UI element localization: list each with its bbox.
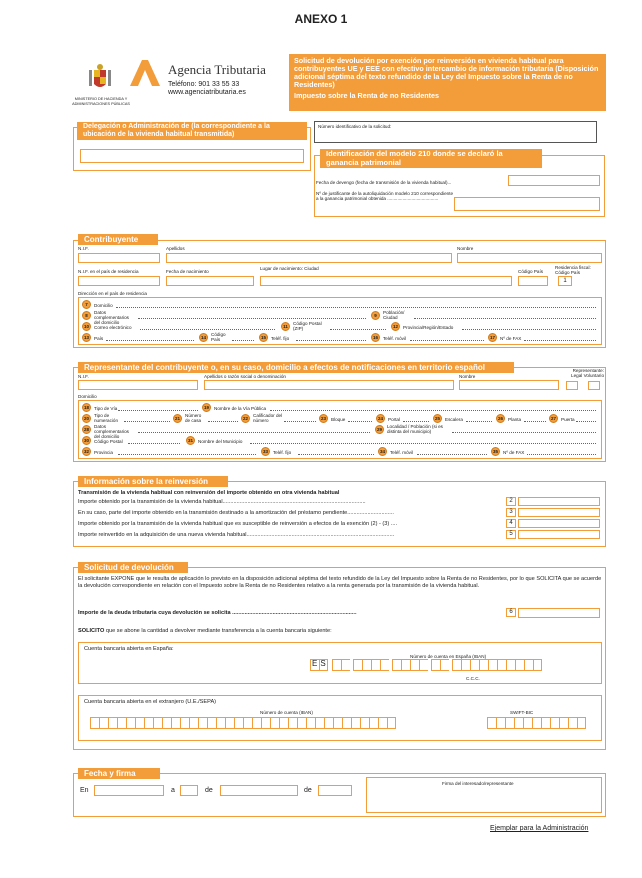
nombre-via-label: Nombre de la Vía Pública [214,406,267,411]
bloque-label: Bloque [331,417,346,422]
nombre-field[interactable] [457,253,602,263]
lugar-nacimiento-label: Lugar de nacimiento: Ciudad [260,266,319,271]
field-16-marker: 16 [372,335,378,340]
pais-field[interactable] [106,333,194,341]
contribuyente-title: Contribuyente [78,234,158,245]
datos-complementarios-field[interactable] [138,311,366,319]
iban-espana-label: Número de cuenta en España (IBAN) [410,654,487,659]
delegacion-title: Delegación o Administración de (la correspondiente a la ubicación de la vivienda habitual transmitida) [77,122,307,140]
iban-extranjero-field[interactable] [90,717,396,729]
puerta-label: Puerta [561,417,575,422]
bloque-field[interactable] [348,414,372,422]
field-8-marker: 8 [82,311,91,320]
fecha-nacimiento-label: Fecha de nacimiento [166,269,209,274]
firma-de2-label: de [304,787,312,794]
field-29-marker: 29 [376,427,382,432]
codigo-postal-field[interactable] [330,322,386,330]
swift-label: SWIFT-BIC [510,710,534,715]
rep-datos-complementarios-field[interactable] [138,425,370,433]
apellidos-label: Apellidos [166,246,185,251]
digit-cell[interactable] [371,659,380,671]
field-15-marker: 15 [260,335,266,340]
digit-cell[interactable] [431,659,440,671]
delegacion-field[interactable] [80,149,304,163]
codigo-pais-field[interactable] [518,276,548,286]
escalera-label: Escalera [445,417,463,422]
rep-provincia-label: Provincia [94,450,113,455]
rep-fax-field[interactable] [527,447,596,455]
digit-cell[interactable] [461,659,470,671]
rep-apellidos-field[interactable] [204,380,454,390]
field-11-marker: 11 [281,322,290,331]
tipo-via-label: Tipo de Vía [94,406,118,411]
digit-cell[interactable] [410,659,419,671]
digit-cell[interactable] [515,659,524,671]
firma-lugar-field[interactable] [94,785,164,796]
digit-cell[interactable] [126,717,135,729]
digit-cell[interactable] [225,717,234,729]
digit-cell[interactable] [333,717,342,729]
form-title-box [289,54,606,111]
digit-cell[interactable] [488,659,497,671]
field-26-marker: 26 [497,416,503,421]
codigo-pais2-field[interactable] [232,333,254,341]
digit-cell[interactable] [207,717,216,729]
line-3-number: 3 [506,508,516,517]
digit-cell[interactable] [577,717,586,729]
nif-residencia-label: N.I.F. en el país de residencia [78,269,139,274]
iban-extranjero-label: Número de cuenta (IBAN) [260,710,313,715]
digit-cell[interactable] [297,717,306,729]
justificante-field[interactable] [454,197,600,211]
line-4-field[interactable] [518,519,600,528]
ministry-name: MINISTERIO DE HACIENDA Y ADMINISTRACIONES PÚBLICAS [72,97,130,106]
digit-cell[interactable] [532,717,541,729]
tipo-numeracion-label: Tipo de numeración [94,413,119,423]
line-4-number: 4 [506,519,516,528]
firma-de1-label: de [205,787,213,794]
field-25-marker: 25 [434,416,440,421]
swift-field[interactable] [487,717,586,729]
calificador-label: Calificador del número [253,413,283,423]
planta-field[interactable] [524,414,546,422]
telefono-movil-label: Teléf. móvil [383,336,406,341]
municipio-field[interactable] [250,436,596,444]
puerta-field[interactable] [576,414,596,422]
firma-en-label: En [80,787,89,794]
firma-mes-field[interactable] [220,785,298,796]
correo-label: Correo electrónico [94,325,132,330]
digit-cell[interactable] [341,659,350,671]
rep-datos-complementarios-label: Datos complementarios del domicilio [94,424,129,439]
digit-cell[interactable] [496,717,505,729]
digit-cell[interactable] [144,717,153,729]
rep-voluntario-checkbox[interactable] [588,381,600,390]
digit-cell[interactable] [505,717,514,729]
rep-provincia-field[interactable] [118,447,256,455]
modelo210-title: Identificación del modelo 210 donde se declaró la ganancia patrimonial [320,149,542,168]
codigo-pais2-label: Código País [211,332,226,342]
digit-cell[interactable] [306,717,315,729]
apellidos-field[interactable] [166,253,452,263]
digit-cell[interactable] [369,717,378,729]
digit-cell[interactable] [342,717,351,729]
solicitud-id-label: Número identificativo de la solicitud: [318,124,392,129]
solicito-rest: que se abone la cantidad a devolver mediante transferencia a la cuenta bancaria siguiente: [104,628,332,634]
poblacion-label: Población/ Ciudad [383,310,405,320]
field-17-marker: 17 [489,335,495,340]
reinversion-title: Información sobre la reinversión [78,476,228,487]
digit-cell[interactable] [351,717,360,729]
rep-domicilio-label: Domicilio [78,394,97,399]
line-2-number: 2 [506,497,516,506]
iban-espana-field[interactable] [332,659,542,671]
importe-devolucion-number: 6 [506,608,516,617]
municipio-label: Nombre del Municipio [198,439,243,444]
calificador-field[interactable] [284,414,316,422]
digit-cell[interactable] [487,717,496,729]
planta-label: Planta [508,417,522,422]
cuenta-extranjero-label: Cuenta bancaria abierta en el extranjero (U.E./SEPA) [84,699,217,705]
telefono-fijo-field[interactable] [296,333,366,341]
digit-cell[interactable] [99,717,108,729]
field-34-marker: 34 [379,449,385,454]
firma-title: Fecha y firma [78,768,160,779]
digit-cell[interactable] [243,717,252,729]
digit-cell[interactable] [523,717,532,729]
rep-codigo-postal-label: Código Postal [94,439,123,444]
nombre-via-field[interactable] [270,403,596,411]
localidad-field[interactable] [452,425,596,433]
digit-cell[interactable] [135,717,144,729]
solicito-word: SOLICITO [78,628,105,634]
digit-cell[interactable] [252,717,261,729]
codigo-pais-label: Código País [518,269,544,274]
cuenta-espana-label: Cuenta bancaria abierta en España: [84,646,174,652]
agency-name: Agencia Tributaria [168,62,266,77]
field-20-marker: 20 [83,416,89,421]
rep-apellidos-label: Apellidos o razón social o denominación [204,374,286,379]
line-2-text: Importe obtenido por la transmisión de la vivienda habitual............................................................................................ [78,499,366,505]
field-21-marker: 21 [174,416,180,421]
devolucion-title: Solicitud de devolución [78,562,188,573]
field-10-marker: 10 [83,324,89,329]
devolucion-expone: El solicitante EXPONE que le resulta de aplicación lo previsto en la disposición adicional séptima del texto refundido de la Ley del Impuesto sobre la Renta de no Residentes, por lo que SOLICITA que se acuerde la devolución correspondiente en relación con el Impuesto sobre la Renta de no Residentes relativo a la renta generada por la transmisión de la vivienda habitual. [78,576,602,589]
digit-cell[interactable] [380,659,389,671]
digit-cell[interactable] [234,717,243,729]
line-4-text: Importe obtenido por la transmisión de la vivienda habitual que es susceptible de reinversión a efectos de la exención (2) - (3) .... [78,521,398,527]
digit-cell[interactable] [419,659,428,671]
tipo-via-field[interactable] [118,403,198,411]
firma-a-label: a [171,787,175,794]
ccc-label: C.C.C. [466,676,480,681]
form-subtitle: Impuesto sobre la Renta de no Residentes [294,91,439,100]
digit-cell[interactable] [261,717,270,729]
rep-nombre-label: Nombre [459,374,476,379]
importe-devolucion-field[interactable] [518,608,600,618]
digit-cell[interactable] [198,717,207,729]
digit-cell[interactable] [180,717,189,729]
rep-codigo-postal-field[interactable] [128,436,180,444]
digit-cell[interactable] [524,659,533,671]
line-2-field[interactable] [518,497,600,506]
rep-telefono-fijo-field[interactable] [298,447,374,455]
digit-cell[interactable] [90,717,99,729]
line-5-text: Importe reinvertido en la adquisición de una nueva vivienda habitual............................................................................................... [78,532,395,538]
correo-field[interactable] [140,322,275,330]
digit-cell[interactable] [189,717,198,729]
field-13-marker: 13 [83,335,89,340]
nif-label: N.I.F. [78,246,89,251]
digit-cell[interactable] [470,659,479,671]
digit-cell[interactable] [279,717,288,729]
pais-label: País [94,336,104,341]
fecha-devengo-field[interactable] [508,175,600,186]
agency-logo [128,58,162,88]
solicito-line [78,628,332,635]
field-9-marker: 9 [371,311,380,320]
rep-legal-checkbox[interactable] [566,381,578,390]
rep-telefono-fijo-label: Teléf. fijo [273,450,292,455]
digit-cell[interactable] [378,717,387,729]
residencia-fiscal-label: Residencia fiscal: Código País [555,265,591,275]
digit-cell[interactable] [550,717,559,729]
residencia-fiscal-field[interactable]: 1 [558,276,572,286]
agency-web: www.agenciatributaria.es [168,89,246,96]
footer-copy: Ejemplar para la Administración [490,825,589,832]
annex-title: ANEXO 1 [294,12,348,26]
digit-cell[interactable] [497,659,506,671]
agency-phone: Teléfono: 901 33 55 33 [168,81,240,88]
digit-cell[interactable] [559,717,568,729]
rep-fax-label: Nº de FAX [503,450,525,455]
line-5-number: 5 [506,530,516,539]
form-title: Solicitud de devolución por exención por reinversión en vivienda habitual para contribuyentes UE y EEE con efectivo intercambio de información tributaria (Disposición adicional séptima del texto refundido de la Ley del Impuesto sobre la Renta de no Residentes) [294,56,599,89]
digit-cell[interactable] [514,717,523,729]
rep-nif-field[interactable] [78,380,198,390]
rep-telefono-movil-label: Teléf. móvil [390,450,413,455]
digit-cell[interactable] [117,717,126,729]
field-18-marker: 18 [83,405,89,410]
field-22-marker: 22 [242,416,248,421]
nif-residencia-field[interactable] [78,276,160,286]
digit-cell[interactable] [171,717,180,729]
digit-cell[interactable] [162,717,171,729]
telefono-movil-field[interactable] [410,333,484,341]
line-3-text: En su caso, parte del importe obtenido en la transmisión destinado a la amortización del préstamo pendiente.............................. [78,510,394,516]
digit-cell[interactable] [401,659,410,671]
importe-devolucion-label: Importe de la deuda tributaria cuya devolución se solicita ................................................................................ [78,610,357,616]
field-28-marker: 28 [83,427,89,432]
es-prefix: ES [312,659,329,668]
fax-field[interactable] [524,333,596,341]
ministry-crest [78,60,122,98]
digit-cell[interactable] [153,717,162,729]
firma-dia-field[interactable] [180,785,198,796]
numero-casa-field[interactable] [208,414,238,422]
field-30-marker: 30 [83,438,89,443]
field-12-marker: 12 [392,324,398,329]
poblacion-field[interactable] [414,311,596,319]
fecha-devengo-label: Fecha de devengo (fecha de transmisión de la vivienda habitual)... [316,180,452,185]
digit-cell[interactable] [315,717,324,729]
firma-anio-field[interactable] [318,785,352,796]
field-19-marker: 19 [203,405,209,410]
digit-cell[interactable] [392,659,401,671]
digit-cell[interactable] [332,659,341,671]
digit-cell[interactable] [324,717,333,729]
field-27-marker: 27 [550,416,556,421]
localidad-label: Localidad / Población (si es distinta del municipio) [387,424,443,434]
rep-nombre-field[interactable] [459,380,559,390]
digit-cell[interactable] [108,717,117,729]
firma-signature-label: Firma del interesado/representante [442,781,514,786]
representante-title: Representante del contribuyente o, en su caso, domicilio a efectos de notificaciones en territorio español [78,362,514,373]
digit-cell[interactable] [541,717,550,729]
provincia-region-field[interactable] [462,322,596,330]
field-35-marker: 35 [492,449,498,454]
domicilio-field[interactable] [116,300,596,308]
codigo-postal-label: Código Postal (ZIP) [293,321,322,331]
digit-cell[interactable] [440,659,449,671]
digit-cell[interactable] [387,717,396,729]
rep-legal-label: Representante: Legal Voluntario [571,368,604,378]
lugar-nacimiento-field[interactable] [260,276,512,286]
field-14-marker: 14 [200,335,206,340]
digit-cell[interactable] [216,717,225,729]
portal-label: Portal [388,417,401,422]
fecha-nacimiento-field[interactable] [166,276,254,286]
field-33-marker: 33 [262,449,268,454]
digit-cell[interactable] [360,717,369,729]
field-7-marker: 7 [82,300,91,309]
digit-cell[interactable] [479,659,488,671]
telefono-fijo-label: Teléf. fijo [271,336,290,341]
digit-cell[interactable] [506,659,515,671]
nif-field[interactable] [78,253,160,263]
field-23-marker: 23 [320,416,326,421]
digit-cell[interactable] [288,717,297,729]
digit-cell[interactable] [533,659,542,671]
line-3-field[interactable] [518,508,600,517]
digit-cell[interactable] [353,659,362,671]
fax-label: Nº de FAX [500,336,522,341]
field-31-marker: 31 [187,438,193,443]
digit-cell[interactable] [270,717,279,729]
field-24-marker: 24 [377,416,383,421]
line-5-field[interactable] [518,530,600,539]
direccion-label: Dirección en el país de residencia [78,291,147,296]
escalera-field[interactable] [466,414,492,422]
digit-cell[interactable] [568,717,577,729]
digit-cell[interactable] [452,659,461,671]
digit-cell[interactable] [362,659,371,671]
tipo-numeracion-field[interactable] [124,414,170,422]
field-32-marker: 32 [83,449,89,454]
rep-telefono-movil-field[interactable] [417,447,487,455]
datos-complementarios-label: Datos complementarios del domicilio [94,310,129,325]
justificante-label: Nº de justificante de la autoliquidación modelo 210 correspondiente a la ganancia patrimonial obtenida ........................................ [316,191,454,201]
rep-nif-label: N.I.F. [78,374,89,379]
numero-casa-label: Número de casa [185,413,202,423]
nombre-label: Nombre [457,246,474,251]
domicilio-label: Domicilio [94,303,113,308]
portal-field[interactable] [403,414,429,422]
provincia-region-label: Provincia/Región/Estado [403,325,454,330]
reinversion-heading: Transmisión de la vivienda habitual con reinversión del importe obtenido en otra vivienda habitual [78,490,340,496]
